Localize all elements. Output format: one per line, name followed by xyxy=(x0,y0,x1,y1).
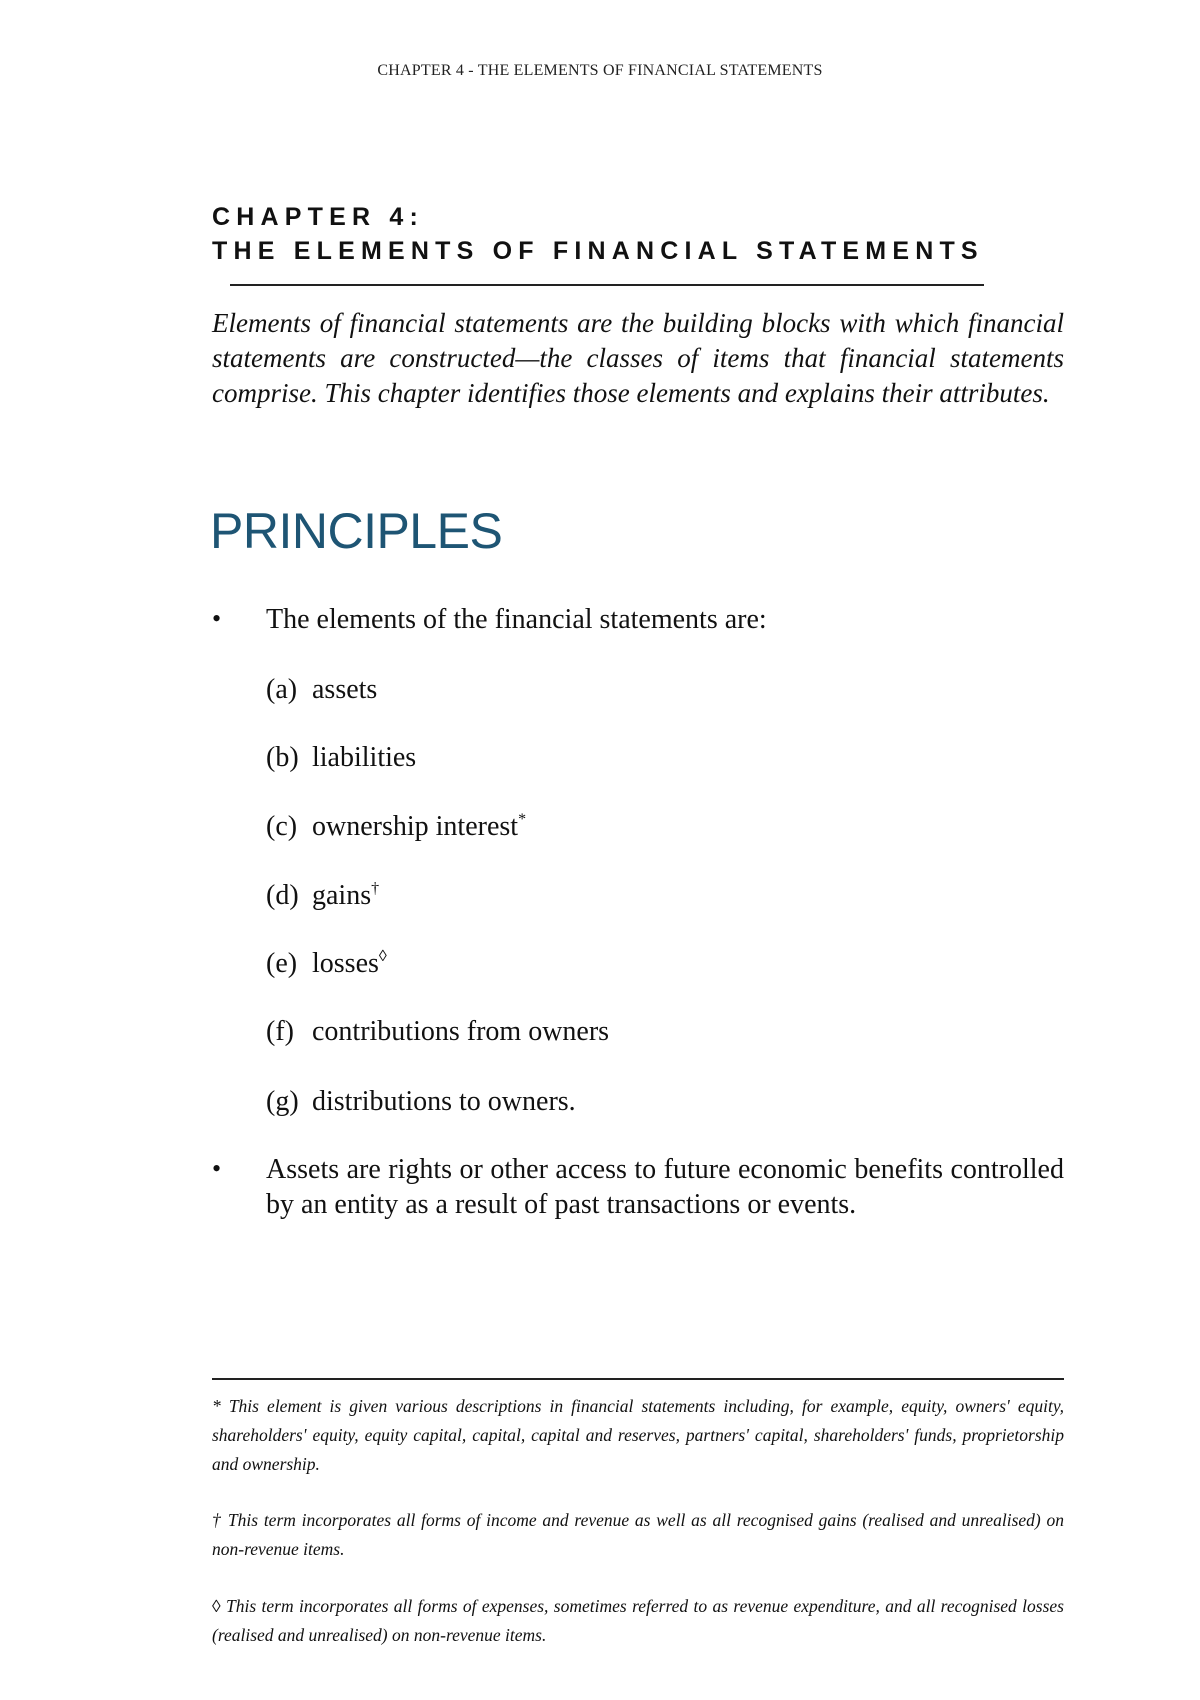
list-item-letter: (c) xyxy=(266,811,298,842)
list-item-text: gains xyxy=(312,880,372,911)
list-item-letter: (f) xyxy=(266,1016,294,1047)
bullet-assets-definition: Assets are rights or other access to future economic benefits controlled by an entity as a result of past transactions or events. xyxy=(266,1154,1064,1220)
footnote-gains: † This term incorporates all forms of income and revenue as well as all recognised gains (realised and unrealised) on non-revenue items. xyxy=(212,1510,1064,1559)
footnote-ownership-interest: * This element is given various descriptions in financial statements including, for example, equity, owners' equity, shareholders' equity, equity capital, capital, capital and reserves, partners' capital, shareholders' funds, proprietorship and ownership. xyxy=(212,1396,1064,1474)
bullet-icon: • xyxy=(212,1154,222,1183)
chapter-name: THE ELEMENTS OF FINANCIAL STATEMENTS xyxy=(212,237,984,265)
list-item-text: distributions to owners. xyxy=(312,1086,576,1117)
list-item xyxy=(266,1084,576,1119)
footnote-mark: ◊ xyxy=(378,948,387,965)
list-item xyxy=(266,740,416,775)
list-item-text: ownership interest xyxy=(312,811,519,842)
list-item-text: assets xyxy=(312,674,378,705)
list-item-letter: (b) xyxy=(266,742,299,773)
list-item-text: contributions from owners xyxy=(312,1016,610,1047)
chapter-divider xyxy=(230,284,984,286)
bullet-elements-intro: The elements of the financial statements are: xyxy=(266,604,767,635)
list-item-letter: (d) xyxy=(266,880,299,911)
footnote-divider xyxy=(212,1378,1064,1380)
footnote-mark: † xyxy=(371,880,380,897)
list-item-text: liabilities xyxy=(312,742,417,773)
section-heading: PRINCIPLES xyxy=(210,503,503,559)
footnote-mark: * xyxy=(518,811,527,828)
running-header: CHAPTER 4 - THE ELEMENTS OF FINANCIAL STATEMENTS xyxy=(377,62,823,79)
list-item xyxy=(266,878,379,913)
list-item-letter: (e) xyxy=(266,948,298,979)
bullet-icon: • xyxy=(212,604,222,633)
footnote-losses: ◊ This term incorporates all forms of expenses, sometimes referred to as revenue expenditure, and all recognised losses (realised and unrealised) on non-revenue items. xyxy=(212,1596,1064,1645)
list-item xyxy=(266,672,377,707)
chapter-introduction: Elements of financial statements are the building blocks with which financial statements are constructed—the classes of items that financial statements comprise. This chapter identifies those elements and explains their attributes. xyxy=(212,308,1064,408)
list-item xyxy=(266,1014,609,1049)
list-item xyxy=(266,946,387,981)
list-item-letter: (a) xyxy=(266,674,298,705)
list-item xyxy=(266,809,526,844)
list-item-letter: (g) xyxy=(266,1086,299,1117)
chapter-number: CHAPTER 4: xyxy=(212,203,425,231)
chapter-title xyxy=(212,200,992,268)
list-item-text: losses xyxy=(312,948,379,979)
